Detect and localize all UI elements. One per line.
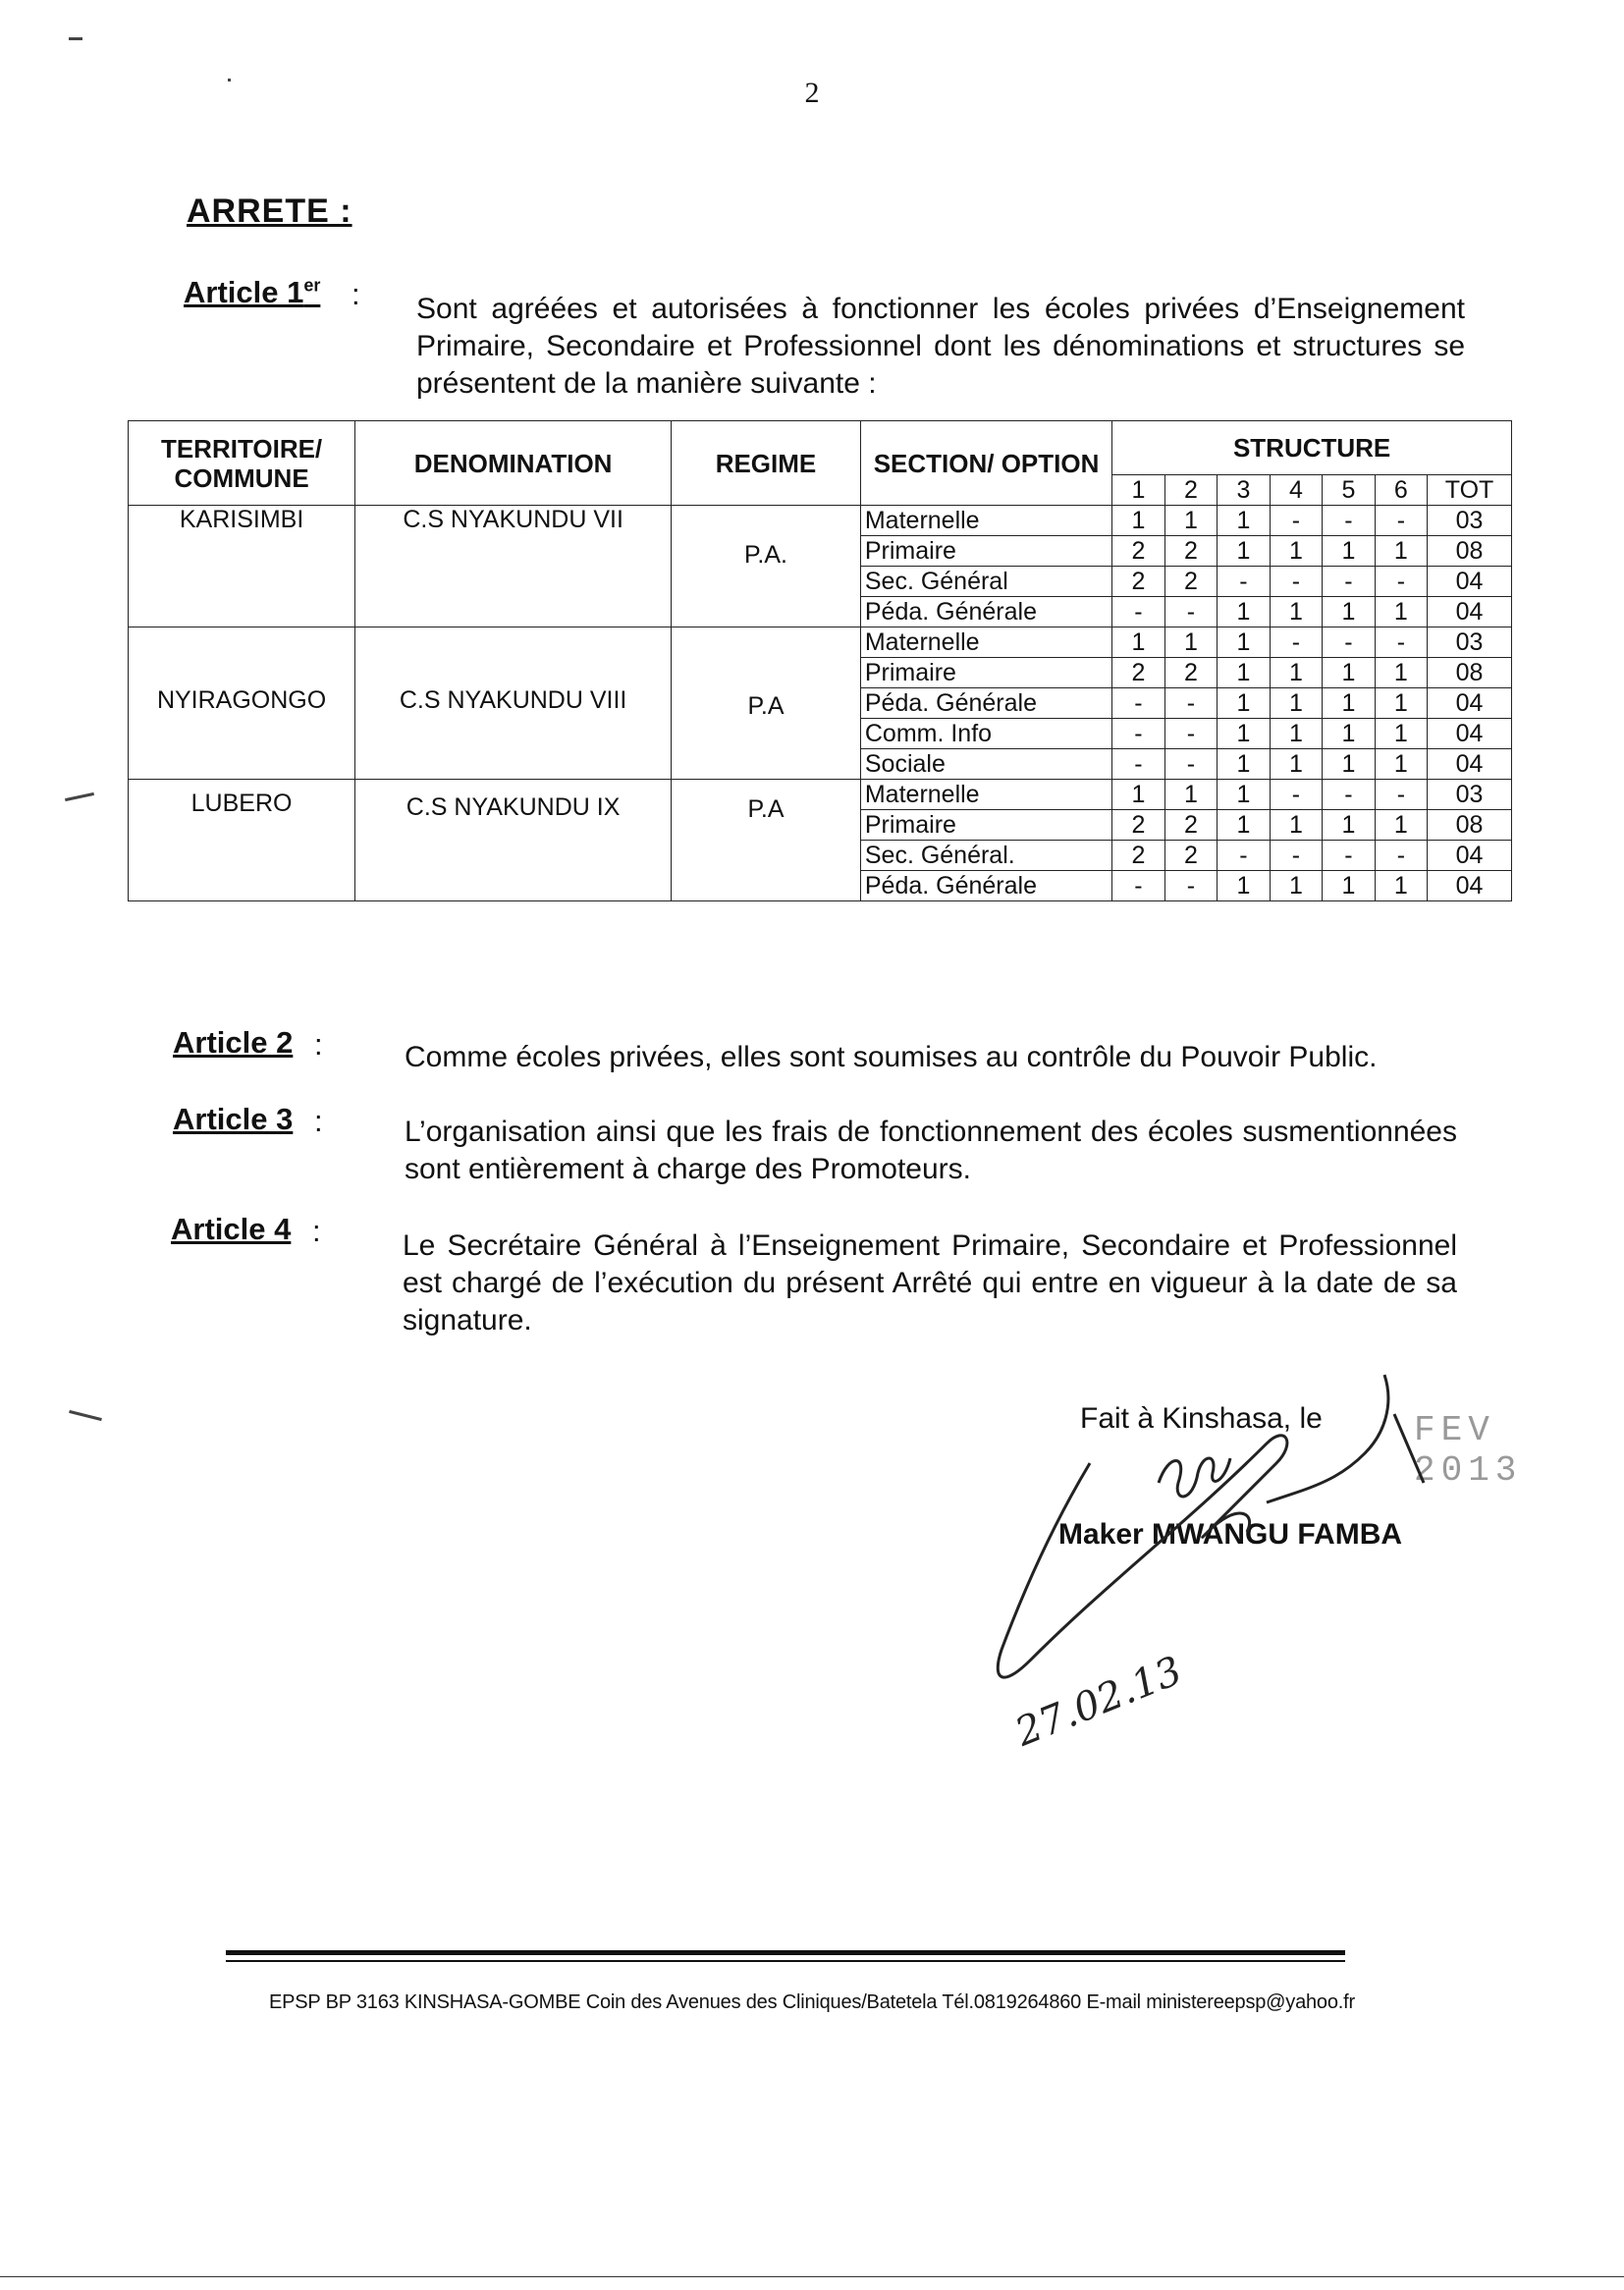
value-cell: -: [1323, 506, 1375, 536]
value-cell: 2: [1164, 658, 1217, 688]
value-cell: -: [1375, 506, 1427, 536]
value-cell: -: [1164, 719, 1217, 749]
value-cell: -: [1270, 627, 1322, 658]
value-cell: 1: [1164, 627, 1217, 658]
total-cell: 04: [1428, 567, 1512, 597]
value-cell: -: [1164, 749, 1217, 780]
total-cell: 08: [1428, 536, 1512, 567]
value-cell: 1: [1375, 719, 1427, 749]
article-3-label: Article 3: [173, 1102, 294, 1136]
table-row: [129, 780, 1512, 810]
signer-name: Maker MWANGU FAMBA: [1058, 1518, 1403, 1551]
value-cell: 1: [1270, 597, 1322, 627]
total-cell: 04: [1428, 719, 1512, 749]
value-cell: 1: [1218, 719, 1270, 749]
value-cell: 1: [1323, 871, 1375, 901]
article-4-text: Le Secrétaire Général à l’Enseignement Primaire, Secondaire et Professionnel est chargé de l’exécution du présent Arrêté qui entre en vigueur à la date de sa signature.: [403, 1229, 1457, 1336]
schools-table: [128, 420, 1512, 901]
value-cell: 1: [1323, 658, 1375, 688]
article-1-label-text: Article 1: [184, 275, 304, 309]
section-cell: Sociale: [860, 749, 1111, 780]
value-cell: -: [1323, 627, 1375, 658]
value-cell: -: [1270, 841, 1322, 871]
total-cell: 03: [1428, 506, 1512, 536]
value-cell: -: [1164, 871, 1217, 901]
total-cell: 04: [1428, 749, 1512, 780]
value-cell: 1: [1270, 688, 1322, 719]
value-cell: 1: [1375, 597, 1427, 627]
value-cell: -: [1218, 567, 1270, 597]
value-cell: -: [1375, 780, 1427, 810]
section-cell: Primaire: [860, 810, 1111, 841]
scan-mark: [69, 1410, 102, 1421]
value-cell: -: [1270, 567, 1322, 597]
article-1-label: [184, 275, 320, 310]
denomination-cell: C.S NYAKUNDU VIII: [355, 627, 672, 780]
section-cell: Péda. Générale: [860, 597, 1111, 627]
territoire-cell: LUBERO: [129, 780, 355, 901]
article-3-text: L’organisation ainsi que les frais de fonctionnement des écoles susmentionnées sont entièrement à charge des Promoteurs.: [405, 1116, 1457, 1185]
value-cell: 2: [1112, 810, 1164, 841]
footer-rule-thick: [226, 1950, 1345, 1955]
header-regime: REGIME: [672, 421, 861, 506]
value-cell: 1: [1218, 688, 1270, 719]
denomination-cell: C.S NYAKUNDU IX: [355, 780, 672, 901]
value-cell: 1: [1323, 536, 1375, 567]
value-cell: 1: [1218, 871, 1270, 901]
value-cell: -: [1164, 597, 1217, 627]
value-cell: 1: [1270, 810, 1322, 841]
value-cell: 2: [1112, 841, 1164, 871]
value-cell: -: [1375, 567, 1427, 597]
handwritten-date: 27.02.13: [1008, 1648, 1189, 1756]
section-cell: Sec. Général: [860, 567, 1111, 597]
value-cell: 1: [1218, 506, 1270, 536]
article-4-colon: :: [312, 1214, 321, 1248]
value-cell: 1: [1270, 719, 1322, 749]
section-cell: Comm. Info: [860, 719, 1111, 749]
regime-cell: P.A: [672, 627, 861, 780]
value-cell: 2: [1164, 567, 1217, 597]
date-stamp: FEV 2013: [1414, 1410, 1523, 1491]
value-cell: 1: [1375, 810, 1427, 841]
denomination-cell: C.S NYAKUNDU VII: [355, 506, 672, 627]
header-col-3: 3: [1218, 475, 1270, 506]
decree-heading: ARRETE :: [187, 192, 352, 230]
value-cell: 1: [1270, 749, 1322, 780]
value-cell: 1: [1270, 658, 1322, 688]
value-cell: -: [1112, 597, 1164, 627]
scan-mark: [65, 792, 94, 801]
section-cell: Primaire: [860, 536, 1111, 567]
header-territoire: TERRITOIRE/ COMMUNE: [129, 421, 355, 506]
value-cell: 1: [1323, 597, 1375, 627]
value-cell: 2: [1112, 567, 1164, 597]
header-denomination: DENOMINATION: [355, 421, 672, 506]
value-cell: 1: [1218, 627, 1270, 658]
value-cell: -: [1375, 841, 1427, 871]
table-row: [129, 506, 1512, 536]
value-cell: 1: [1375, 749, 1427, 780]
value-cell: 1: [1375, 871, 1427, 901]
section-cell: Sec. Général.: [860, 841, 1111, 871]
value-cell: 2: [1164, 841, 1217, 871]
article-2-text: Comme écoles privées, elles sont soumises au contrôle du Pouvoir Public.: [405, 1041, 1378, 1073]
value-cell: 1: [1270, 871, 1322, 901]
article-3-colon: :: [314, 1104, 323, 1138]
article-1-label-sup: er: [303, 275, 321, 296]
value-cell: 2: [1112, 536, 1164, 567]
value-cell: -: [1270, 780, 1322, 810]
total-cell: 08: [1428, 810, 1512, 841]
section-cell: Maternelle: [860, 506, 1111, 536]
page-number: 2: [804, 77, 820, 109]
article-2-colon: :: [314, 1027, 323, 1062]
regime-cell: P.A.: [672, 506, 861, 627]
article-2-label: Article 2: [173, 1025, 294, 1060]
section-cell: Péda. Générale: [860, 871, 1111, 901]
header-col-5: 5: [1323, 475, 1375, 506]
page-bottom-rule: [0, 2276, 1624, 2277]
value-cell: 1: [1323, 719, 1375, 749]
section-cell: Péda. Générale: [860, 688, 1111, 719]
value-cell: 2: [1164, 810, 1217, 841]
value-cell: 1: [1218, 658, 1270, 688]
header-col-2: 2: [1164, 475, 1217, 506]
value-cell: 1: [1218, 536, 1270, 567]
value-cell: -: [1323, 780, 1375, 810]
value-cell: -: [1375, 627, 1427, 658]
value-cell: -: [1323, 567, 1375, 597]
value-cell: 1: [1164, 780, 1217, 810]
total-cell: 04: [1428, 597, 1512, 627]
value-cell: -: [1112, 719, 1164, 749]
value-cell: 1: [1112, 780, 1164, 810]
value-cell: 2: [1112, 658, 1164, 688]
value-cell: 1: [1270, 536, 1322, 567]
value-cell: -: [1323, 841, 1375, 871]
header-col-1: 1: [1112, 475, 1164, 506]
territoire-cell: KARISIMBI: [129, 506, 355, 627]
schools-table-body: [129, 506, 1512, 901]
value-cell: -: [1112, 749, 1164, 780]
value-cell: 1: [1218, 780, 1270, 810]
section-cell: Maternelle: [860, 627, 1111, 658]
table-row: [129, 627, 1512, 658]
value-cell: -: [1270, 506, 1322, 536]
article-1-colon: :: [352, 277, 360, 311]
value-cell: 1: [1218, 749, 1270, 780]
section-cell: Primaire: [860, 658, 1111, 688]
signature-place: Fait à Kinshasa, le: [1080, 1402, 1323, 1435]
territoire-cell: NYIRAGONGO: [129, 627, 355, 780]
value-cell: -: [1164, 688, 1217, 719]
total-cell: 04: [1428, 841, 1512, 871]
total-cell: 08: [1428, 658, 1512, 688]
header-col-4: 4: [1270, 475, 1322, 506]
value-cell: 1: [1218, 597, 1270, 627]
header-structure: STRUCTURE: [1112, 421, 1512, 475]
value-cell: 1: [1218, 810, 1270, 841]
header-section: SECTION/ OPTION: [860, 421, 1111, 506]
total-cell: 04: [1428, 871, 1512, 901]
total-cell: 03: [1428, 627, 1512, 658]
value-cell: -: [1112, 688, 1164, 719]
value-cell: -: [1112, 871, 1164, 901]
value-cell: 1: [1375, 536, 1427, 567]
header-col-6: 6: [1375, 475, 1427, 506]
value-cell: 1: [1375, 688, 1427, 719]
article-4-label: Article 4: [171, 1212, 292, 1246]
article-1-text: Sont agréées et autorisées à fonctionner les écoles privées d’Enseignement Primaire, Secondaire et Professionnel dont les dénominations et structures se présentent de la manière suivante :: [416, 293, 1465, 400]
value-cell: -: [1218, 841, 1270, 871]
footer-address: EPSP BP 3163 KINSHASA-GOMBE Coin des Avenues des Cliniques/Batetela Tél.0819264860 E-mail ministereepsp@yahoo.fr: [269, 1991, 1355, 2013]
section-cell: Maternelle: [860, 780, 1111, 810]
value-cell: 1: [1323, 688, 1375, 719]
value-cell: 1: [1112, 506, 1164, 536]
total-cell: 03: [1428, 780, 1512, 810]
value-cell: 1: [1323, 749, 1375, 780]
value-cell: 1: [1323, 810, 1375, 841]
value-cell: 1: [1164, 506, 1217, 536]
value-cell: 1: [1375, 658, 1427, 688]
scan-speck: [69, 37, 82, 40]
regime-cell: P.A: [672, 780, 861, 901]
total-cell: 04: [1428, 688, 1512, 719]
footer-rule-thin: [226, 1960, 1345, 1962]
header-col-tot: TOT: [1428, 475, 1512, 506]
value-cell: 2: [1164, 536, 1217, 567]
value-cell: 1: [1112, 627, 1164, 658]
